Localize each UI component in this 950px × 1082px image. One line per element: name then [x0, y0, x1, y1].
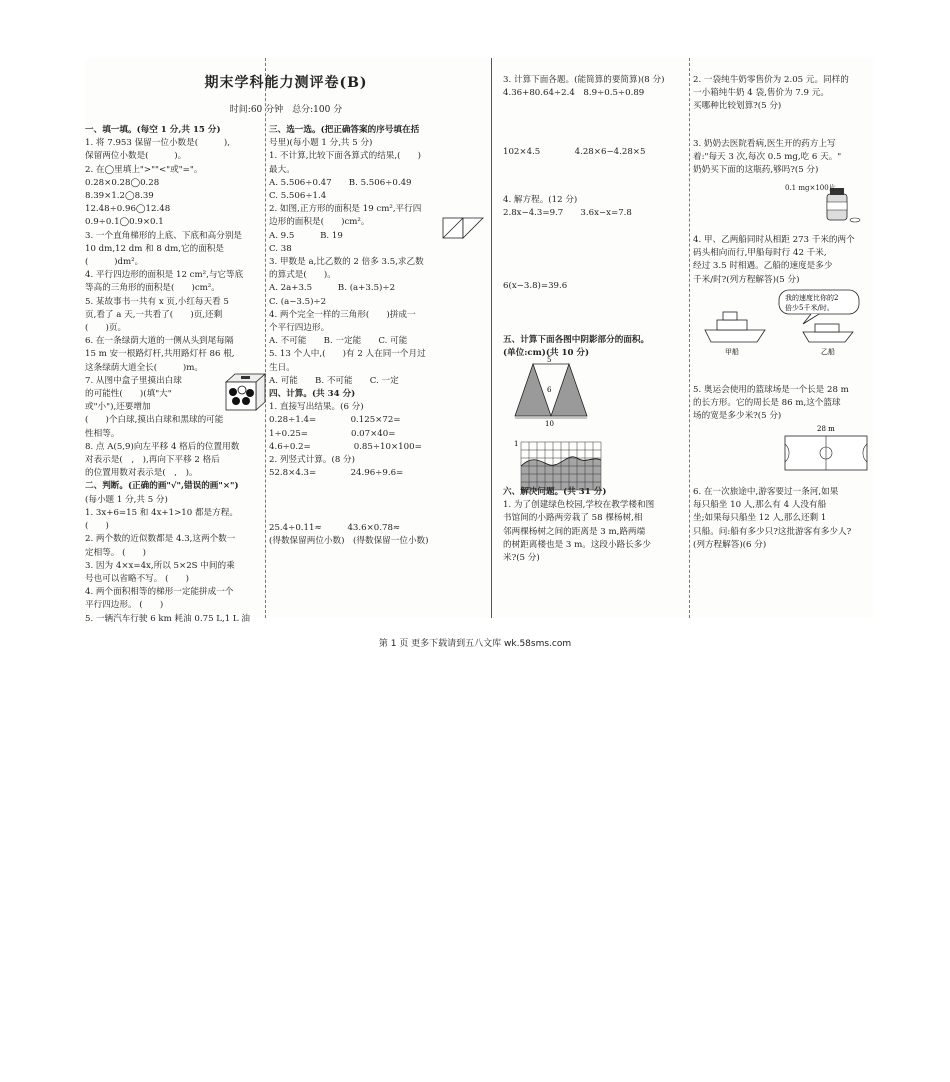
text-line: 5. 一辆汽车行驶 6 km 耗油 0.75 L,1 L 油 — [85, 613, 250, 624]
text-line: 1. 将 7.953 保留一位小数是( ), — [85, 138, 230, 149]
text-line: 1. 直接写出结果。(6 分) — [269, 402, 364, 413]
page-footer: 第 1 页 更多下载请到五八文库 wk.58sms.com — [378, 639, 572, 649]
text-line: 5. 13 个人中,( )有 2 人在同一个月过 — [269, 349, 426, 360]
text-line: 平行四边形。 ( ) — [85, 600, 164, 611]
text-line: C. 5.506÷1.4 — [269, 191, 327, 202]
text-line: 或"小"),还要增加 — [85, 402, 151, 413]
text-line: 10 dm,12 dm 和 8 dm,它的面积是 — [85, 243, 224, 254]
text-line: 6(x−3.8)=39.6 — [503, 281, 568, 291]
text-line: 等高的三角形的面积是( )cm²。 — [85, 283, 220, 294]
text-line: 3. 因为 4×x=4x,所以 5×2S 中间的乘 — [85, 560, 235, 571]
text-line: 着:"每天 3 次,每次 0.5 mg,吃 6 天。" — [693, 152, 842, 163]
text-line: 六、解决问题。(共 31 分) — [503, 487, 607, 497]
text-line: 8.39×1.2◯8.39 — [85, 191, 154, 202]
text-line: 保留两位小数是( )。 — [85, 151, 187, 162]
text-line: 的位置用数对表示是( , )。 — [85, 468, 198, 479]
text-line: 5. 某故事书一共有 x 页,小红每天看 5 — [85, 296, 229, 307]
text-line: 4. 平行四边形的面积是 12 cm²,与它等底 — [85, 270, 244, 281]
text-line: ( )dm²。 — [85, 257, 144, 268]
text-line: 邻两棵杨树之间的距离是 3 m,路两端 — [503, 526, 646, 537]
text-line: 3. 奶奶去医院看病,医生开的药方上写 — [693, 139, 836, 149]
text-line: 4. 两个完全一样的三角形( )拼成一 — [269, 309, 416, 320]
text-line: 2. 一袋纯牛奶零售价为 2.05 元。同样的 — [693, 75, 849, 85]
text-line: 2. 在◯里填上">""<"或"="。 — [85, 164, 203, 175]
text-line: 4.6÷0.2= 0.85÷10×100= — [269, 441, 422, 452]
text-line: ( )个白球,摸出白球和黑球的可能 — [85, 415, 224, 426]
square-parallelogram-figure — [441, 216, 485, 242]
text-line: 25.4÷0.11≈ 43.6×0.78≈ — [269, 523, 401, 533]
text-line: 一、填一填。(每空 1 分,共 15 分) — [85, 125, 221, 135]
word-problems — [503, 486, 703, 1046]
text-line: 生日。 — [269, 362, 295, 373]
text-line: 书馆间的小路两旁栽了 58 棵杨树,相 — [503, 513, 643, 524]
text-line: 8. 点 A(5,9)向左平移 4 格后的位置用数 — [85, 441, 240, 452]
text-line: 的可能性( )(填"大" — [85, 389, 172, 400]
text-line: (列方程解答)(6 分) — [693, 539, 767, 550]
text-line: 坐;如果每只船坐 12 人,那么还剩 1 — [693, 513, 827, 524]
text-line: A. 2a+3.5 B. (a+3.5)÷2 — [269, 283, 396, 294]
exam-title: 期末学科能力测评卷(B) — [204, 75, 368, 91]
text-line: 1÷0.25= 0.07×40= — [269, 428, 396, 439]
text-line: (单位:cm)(共 10 分) — [503, 348, 590, 359]
text-line: 这条绿荫大道全长( )m。 — [85, 362, 203, 373]
text-line: 经过 3.5 时相遇。乙船的速度是多少 — [693, 261, 833, 272]
text-line: 4. 解方程。(12 分) — [503, 195, 578, 205]
speech-line-2: 倍少5千米/时。 — [785, 304, 834, 312]
ship-a-label: 甲船 — [725, 348, 739, 356]
ships-figure — [699, 284, 869, 358]
text-line: 个平行四边形。 — [269, 323, 330, 334]
text-line: 2. 列竖式计算。(8 分) — [269, 455, 355, 466]
text-line: 奶奶买下面的这瓶药,够吗?(5 分) — [693, 165, 819, 176]
text-line: C. 38 — [269, 243, 292, 254]
text-line: 码头相向而行,甲船每时行 42 千米, — [693, 248, 827, 259]
text-line: ( ) — [85, 521, 109, 532]
text-line: 6. 在一条绿荫大道的一侧从头到尾每隔 — [85, 336, 234, 347]
text-line: 1. 3x+6=15 和 4x+1>10 都是方程。 — [85, 507, 238, 518]
figure-label-top: 5 — [547, 356, 552, 364]
text-line: 边形的面积是( )cm²。 — [269, 217, 370, 228]
text-line: 0.28÷1.4= 0.125×72= — [269, 415, 401, 426]
text-line: 只船。问:船有多少只?这批游客有多少人? — [693, 526, 852, 537]
text-line: 对表示是( , ),再向下平移 2 格后 — [85, 455, 220, 466]
text-line: (得数保留两位小数) (得数保留一位小数) — [269, 536, 429, 547]
medicine-label: 0.1 mg×100片 — [785, 184, 836, 192]
text-line: 4. 两个面积相等的梯形一定能拼成一个 — [85, 587, 234, 598]
text-line: 买哪种比较划算?(5 分) — [693, 101, 782, 112]
exam-sheet — [85, 58, 873, 624]
text-line: 页,看了 a 天,一共看了( )页,还剩 — [85, 309, 223, 320]
exam-subtitle: 时间:60 分钟 总分:100 分 — [229, 105, 343, 115]
triangles-figure — [511, 356, 593, 428]
text-line: 12.48÷0.96◯12.48 — [85, 204, 171, 215]
text-line: 号也可以省略不写。 ( ) — [85, 573, 189, 584]
text-line: 性相等。 — [85, 428, 120, 439]
text-line: C. (a−3.5)÷2 — [269, 296, 327, 307]
text-line: 定相等。 ( ) — [85, 547, 146, 558]
text-line: 一小箱纯牛奶 4 袋,售价为 7.9 元。 — [693, 88, 829, 99]
figure-label-side: 6 — [547, 386, 552, 394]
text-line: 三、选一选。(把正确答案的序号填在括 — [269, 125, 420, 135]
text-line: 0.9÷0.1◯0.9×0.1 — [85, 217, 164, 228]
text-line: 号里)(每小题 1 分,共 5 分) — [269, 138, 373, 149]
text-line: 15 m 安一根路灯杆,共用路灯杆 86 根, — [85, 349, 235, 360]
text-line: A. 可能 B. 不可能 C. 一定 — [269, 375, 399, 386]
text-line: 4. 甲、乙两船同时从相距 273 千米的两个 — [693, 235, 855, 245]
text-line: (每小题 1 分,共 5 分) — [85, 494, 168, 505]
column-divider — [265, 58, 266, 618]
estimate-calc — [269, 522, 487, 1082]
text-line: 102×4.5 4.28×6−4.28×5 — [503, 147, 646, 157]
text-line: 2.8x−4.3=9.7 3.6x−x=7.8 — [503, 208, 632, 219]
text-line: 1. 不计算,比较下面各算式的结果,( ) — [269, 151, 422, 162]
grid-unit-label: 1 — [514, 440, 519, 448]
text-line: 二、判断。(正确的画"√",错误的画"×") — [85, 481, 239, 492]
boat-problem — [693, 486, 873, 1046]
ball-box-figure — [223, 370, 267, 412]
text-line: 场的宽是多少米?(5 分) — [693, 411, 782, 422]
page-divider — [491, 58, 492, 618]
basketball-court-figure — [781, 424, 871, 474]
text-line: A. 5.506÷0.47 B. 5.506÷0.49 — [269, 177, 412, 188]
text-line: A. 不可能 B. 一定能 C. 可能 — [269, 336, 408, 347]
text-line: 每只船坐 10 人,那么有 4 人没有船 — [693, 500, 827, 511]
text-line: 3. 计算下面各题。(能简算的要简算)(8 分) — [503, 75, 665, 85]
speech-line-1: 我的速度比你的2 — [785, 294, 839, 302]
text-line: 0.28×0.28◯0.28 — [85, 177, 160, 188]
court-length-label: 28 m — [817, 425, 835, 433]
text-line: 2. 如图,正方形的面积是 19 cm²,平行四 — [269, 204, 422, 215]
text-line: 千米/时?(列方程解答)(5 分) — [693, 274, 800, 285]
text-line: 7. 从图中盒子里摸出白球 — [85, 375, 182, 386]
text-line: 米?(5 分) — [503, 553, 540, 564]
text-line: 的长方形。它的周长是 86 m,这个篮球 — [693, 398, 841, 409]
text-line: 52.8×4.3= 24.96÷9.6= — [269, 468, 404, 479]
ship-b-label: 乙船 — [821, 348, 835, 356]
text-line: 3. 甲数是 a,比乙数的 2 倍多 3.5,求乙数 — [269, 257, 424, 268]
text-line: 3. 一个直角梯形的上底、下底和高分别是 — [85, 230, 243, 241]
text-line: 最大。 — [269, 164, 295, 175]
text-line: A. 9.5 B. 19 — [269, 230, 343, 241]
text-line: 1. 为了创建绿色校园,学校在教学楼和图 — [503, 500, 655, 511]
text-line: 四、计算。(共 34 分) — [269, 389, 356, 400]
text-line: 2. 两个数的近似数都是 4.3,这两个数一 — [85, 534, 236, 545]
text-line: 5. 奥运会使用的篮球场是一个长是 28 m — [693, 385, 849, 395]
text-line: 的算式是( )。 — [269, 270, 336, 281]
text-line: 6. 在一次旅途中,游客要过一条河,如果 — [693, 487, 839, 497]
text-line: ( )页。 — [85, 323, 127, 334]
text-line: 五、计算下面各图中阴影部分的面积。 — [503, 335, 650, 345]
text-line: 的树距离楼也是 3 m。这段小路长多少 — [503, 539, 651, 550]
text-line: 4.36+80.64÷2.4 8.9÷0.5÷0.89 — [503, 88, 645, 99]
figure-label-bottom: 10 — [545, 420, 554, 428]
